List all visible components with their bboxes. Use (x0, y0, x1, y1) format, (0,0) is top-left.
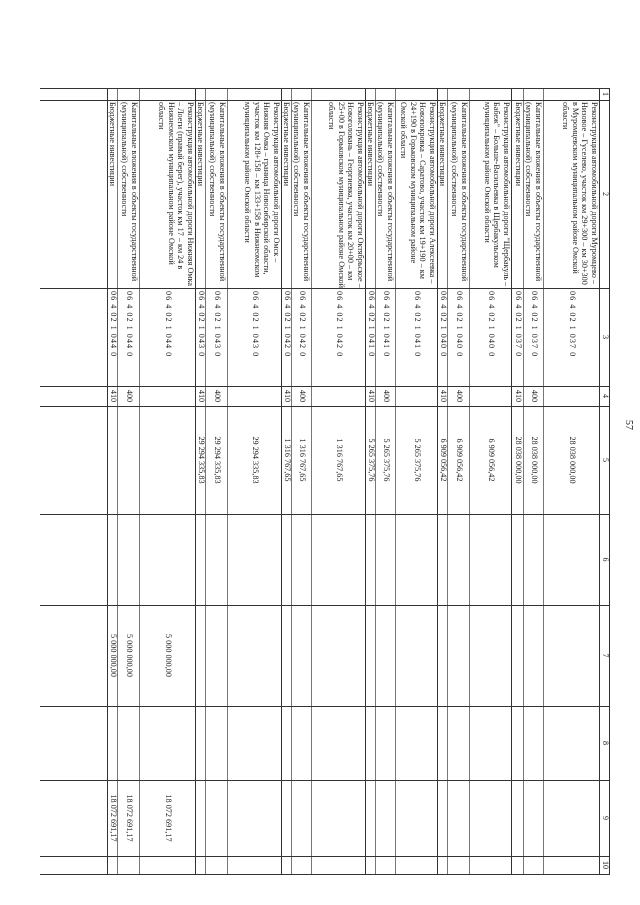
row-divider (365, 88, 366, 874)
row-amount-col5: 5 265 375,76 (413, 438, 422, 482)
row-amount-col7 (297, 605, 307, 706)
row-amount-col9 (250, 780, 260, 856)
row-expense-type: 410 (283, 389, 292, 403)
column-header-1: 1 (601, 92, 610, 96)
column-header-6: 6 (601, 557, 610, 562)
row-amount-col5: 6 909 056,42 (455, 438, 464, 482)
row-code: 06 4 02 1 042 0 (283, 291, 292, 358)
row-amount-col5: 29 294 335,83 (213, 436, 222, 484)
row-divider (395, 88, 396, 874)
row-amount-col9 (567, 780, 577, 856)
column-header-7: 7 (601, 653, 610, 658)
row-description: Бюджетные инвестиции (438, 102, 447, 187)
column-header-10: 10 (601, 861, 610, 869)
row-amount-col9 (454, 780, 464, 856)
row-amount-col7 (366, 605, 376, 706)
row-divider (227, 88, 228, 874)
row-expense-type (250, 386, 260, 406)
row-description: Реконструкция автомобильной дороги Октябрьское – Новоголовань – Георгиевка, участок км 20+00 – км 25+00 в Горьковском муниципальном районе Омской области (326, 102, 365, 288)
row-expense-type: 400 (125, 389, 134, 403)
row-code: 06 4 02 1 037 0 (514, 291, 523, 358)
row-expense-type: 410 (197, 389, 206, 403)
row-amount-col5: 28 038 000,00 (514, 436, 523, 484)
row-amount-col5: 1 316 767,65 (298, 438, 307, 482)
row-amount-col9 (486, 780, 496, 856)
row-code: 06 4 02 1 043 0 (197, 291, 206, 358)
row-amount-col9 (282, 780, 292, 856)
row-description: Бюджетные инвестиции (366, 102, 375, 187)
row-description: Капитальные вложения в объекты государственной (муниципальной) собственности (376, 102, 395, 282)
row-divider (523, 88, 524, 874)
row-amount-col7 (412, 605, 422, 706)
row-description: Бюджетные инвестиции (514, 102, 523, 187)
row-expense-type (567, 386, 577, 406)
header-divider (599, 88, 600, 874)
row-description: Капитальные вложения в объекты государственной (муниципальной) собственности (208, 102, 227, 282)
row-divider (139, 88, 140, 874)
row-description: Реконструкция автомобильной дороги Нижняя Омка – Лоеги (правый берег), участок км 17 – км 24 в Нижнеомском муниципальном районе Омской области (156, 102, 195, 287)
row-divider (195, 88, 196, 874)
row-amount-col5: 6 909 056,42 (439, 438, 448, 482)
column-header-8: 8 (601, 741, 610, 745)
row-amount-col5: 5 265 375,76 (382, 438, 391, 482)
row-description: Бюджетные инвестиции (196, 102, 205, 187)
row-code: 06 4 02 1 041 0 (367, 291, 376, 358)
column-divider (40, 605, 610, 606)
row-code: 06 4 02 1 044 0 (109, 291, 118, 358)
row-expense-type: 400 (530, 389, 539, 403)
row-description: Капитальные вложения в объекты государственной (муниципальной) собственности (292, 102, 311, 282)
row-description: Капитальные вложения в объекты государственной (муниципальной) собственности (120, 102, 139, 282)
row-amount-col7 (381, 605, 391, 706)
row-amount-col5 (124, 406, 134, 514)
row-expense-type (412, 386, 422, 406)
row-amount-col7: 5 000 000,00 (109, 634, 118, 677)
column-divider (40, 874, 610, 875)
row-amount-col7 (282, 605, 292, 706)
row-code: 06 4 02 1 043 0 (213, 291, 222, 358)
header-divider (609, 88, 610, 874)
row-amount-col5: 29 294 335,83 (251, 436, 260, 484)
column-divider (40, 100, 610, 101)
row-code: 06 4 02 1 041 0 (413, 291, 422, 358)
row-divider (437, 88, 438, 874)
budget-table (40, 88, 610, 874)
column-divider (40, 780, 610, 781)
row-amount-col7 (486, 605, 496, 706)
row-amount-col9 (438, 780, 448, 856)
row-amount-col5 (108, 406, 118, 514)
row-code: 06 4 02 1 043 0 (251, 291, 260, 358)
row-amount-col7: 5 000 000,00 (164, 634, 173, 677)
row-amount-col7 (438, 605, 448, 706)
row-divider (469, 88, 470, 874)
row-code: 06 4 02 1 037 0 (530, 291, 539, 358)
row-divider (281, 88, 282, 874)
row-amount-col9: 18 072 691,17 (164, 794, 173, 842)
column-header-3: 3 (601, 335, 610, 339)
column-divider (40, 386, 610, 387)
row-code: 06 4 02 1 042 0 (335, 291, 344, 358)
row-amount-col9: 18 072 691,17 (109, 794, 118, 842)
row-code: 06 4 02 1 040 0 (439, 291, 448, 358)
row-expense-type: 410 (514, 389, 523, 403)
row-expense-type (334, 386, 344, 406)
row-expense-type: 410 (109, 389, 118, 403)
column-divider (40, 706, 610, 707)
row-amount-col7 (250, 605, 260, 706)
row-description: Капитальные вложения в объекты государственной (муниципальной) собственности (524, 102, 543, 282)
row-description: Бюджетные инвестиции (282, 102, 291, 187)
row-amount-col7 (196, 605, 206, 706)
row-amount-col7 (454, 605, 464, 706)
column-header-9: 9 (601, 816, 610, 820)
row-code: 06 4 02 1 041 0 (382, 291, 391, 358)
row-code: 06 4 02 1 042 0 (298, 291, 307, 358)
row-divider (311, 88, 312, 874)
row-amount-col9: 18 072 691,17 (125, 794, 134, 842)
row-amount-col9 (196, 780, 206, 856)
row-amount-col7 (513, 605, 523, 706)
page-number: 57 (623, 420, 634, 430)
row-expense-type: 400 (382, 389, 391, 403)
row-code: 06 4 02 1 040 0 (487, 291, 496, 358)
row-amount-col5: 1 316 767,65 (283, 438, 292, 482)
column-header-4: 4 (601, 394, 610, 398)
row-expense-type: 400 (298, 389, 307, 403)
row-description: Реконструкция автомобильной дороги Муромцево – Низовое – Гуселево, участок км 29+300 – км 30+300 в Муромцевском муниципальном районе Омской области (560, 102, 599, 285)
row-amount-col7: 5 000 000,00 (125, 634, 134, 677)
column-divider (40, 514, 610, 515)
row-amount-col7 (212, 605, 222, 706)
column-header-2: 2 (601, 192, 610, 196)
row-divider (107, 88, 108, 874)
row-expense-type: 410 (367, 389, 376, 403)
row-amount-col9 (366, 780, 376, 856)
row-amount-col9 (412, 780, 422, 856)
row-amount-col7 (567, 605, 577, 706)
row-amount-col7 (334, 605, 344, 706)
row-code: 06 4 02 1 040 0 (455, 291, 464, 358)
row-divider (543, 88, 544, 874)
row-amount-col9 (513, 780, 523, 856)
row-code: 06 4 02 1 044 0 (164, 291, 173, 358)
row-description: Бюджетные инвестиции (108, 102, 117, 187)
row-expense-type (486, 386, 496, 406)
row-amount-col5: 6 909 056,42 (487, 438, 496, 482)
row-description: Реконструкция автомобильной дороги Омск – Нижняя Омка – граница Новосибирской области, участок км 128+158 – км 133+158 в Нижнеомском муниципальном районе Омской области (242, 102, 281, 278)
row-amount-col5: 28 038 000,00 (568, 436, 577, 484)
row-amount-col9 (529, 780, 539, 856)
row-code: 06 4 02 1 044 0 (125, 291, 134, 358)
row-amount-col5: 5 265 375,76 (367, 438, 376, 482)
row-amount-col9 (381, 780, 391, 856)
row-expense-type: 400 (213, 389, 222, 403)
row-amount-col9 (212, 780, 222, 856)
column-divider (40, 288, 610, 289)
row-expense-type: 410 (439, 389, 448, 403)
row-amount-col5: 28 038 000,00 (530, 436, 539, 484)
row-amount-col5: 29 294 335,83 (197, 436, 206, 484)
row-description: Реконструкция автомобильной дороги "Щербакуль – Бабеж" – Больше-Васильевка в Щербакульском муниципальном районе Омской области (482, 102, 511, 287)
column-divider (40, 856, 610, 857)
row-divider (511, 88, 512, 874)
row-expense-type: 400 (455, 389, 464, 403)
row-amount-col9 (334, 780, 344, 856)
column-divider (40, 406, 610, 407)
column-header-5: 5 (601, 458, 610, 462)
row-amount-col7 (529, 605, 539, 706)
row-expense-type (163, 386, 173, 406)
row-amount-col5 (163, 406, 173, 514)
row-code: 06 4 02 1 037 0 (568, 291, 577, 358)
row-description: Реконструкция автомобильной дороги Алексеевка – Новопокровка – Саратово, участок км 19+190 – км 24+190 в Горьковском муниципальном районе Омской области (398, 102, 437, 284)
row-description: Капитальные вложения в объекты государственной (муниципальной) собственности (450, 102, 469, 282)
column-divider (40, 88, 610, 89)
row-amount-col9 (297, 780, 307, 856)
row-amount-col5: 1 316 767,65 (335, 438, 344, 482)
